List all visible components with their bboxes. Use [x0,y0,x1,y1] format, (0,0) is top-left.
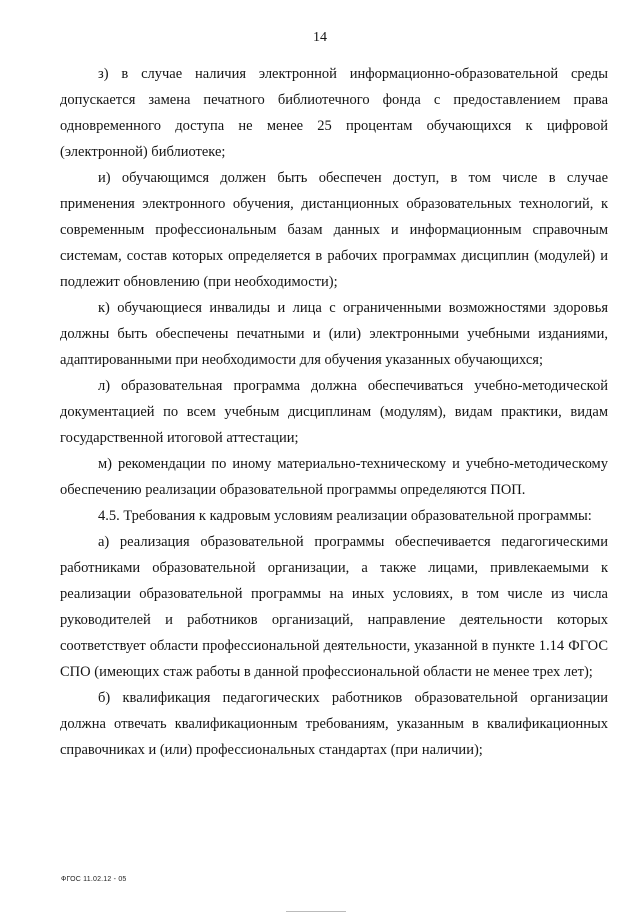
paragraph-b-qualification: б) квалификация педагогических работников образовательной организации должна отвечать квалификационным требованиям, указанным в квалификационных справочниках и (или) профессиональных стандартах (при наличии); [60,690,608,758]
scan-edge-mark [286,911,346,912]
paragraph-l-methodical-documentation: л) образовательная программа должна обеспечиваться учебно-методической документацией по всем учебным дисциплинам (модулям), видам практики, видам государственной итоговой аттестации; [60,378,608,446]
paragraph-k-disabled-students: к) обучающиеся инвалиды и лица с ограниченными возможностями здоровья должны быть обеспечены печатными и (или) электронными учебными изданиями, адаптированными при необходимости для обучения указанных обучающихся; [60,300,608,368]
document-body [60,61,608,763]
section-heading-4-5: 4.5. Требования к кадровым условиям реализации образовательной программы: [98,508,592,524]
paragraph-m-recommendations: м) рекомендации по иному материально-техническому и учебно-методическому обеспечению реализации образовательной программы определяются ПОП. [60,456,608,498]
paragraph-z-electronic-library: з) в случае наличия электронной информационно-образовательной среды допускается замена печатного библиотечного фонда с предоставлением права одновременного доступа не менее 25 процентам обучающихся к цифровой (электронной) библиотеке; [60,66,608,160]
paragraph-a-teaching-staff: а) реализация образовательной программы обеспечивается педагогическими работниками образовательной организации, а также лицами, привлекаемыми к реализации образовательной программы на иных условиях, в том числе из числа руководителей и работников организаций, направление деятельности которых соответствует области профессиональной деятельности, указанной в пункте 1.14 ФГОС СПО (имеющих стаж работы в данной профессиональной области не менее трех лет); [60,534,608,680]
paragraph-i-database-access: и) обучающимся должен быть обеспечен доступ, в том числе в случае применения электронного обучения, дистанционных образовательных технологий, к современным профессиональным базам данных и информационным справочным системам, состав которых определяется в рабочих программах дисциплин (модулей) и подлежит обновлению (при необходимости); [60,170,608,290]
footer-standard-code: ФГОС 11.02.12 - 05 [61,876,127,883]
page-number: 14 [313,30,327,45]
